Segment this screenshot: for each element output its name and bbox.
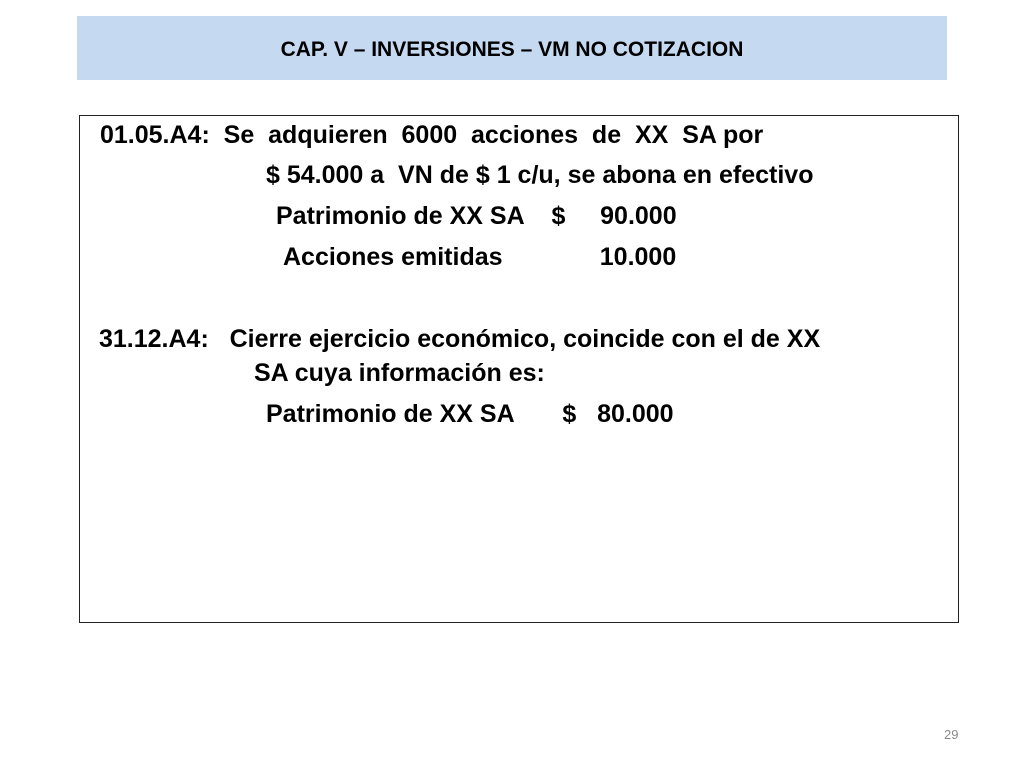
page-number: 29 bbox=[944, 727, 959, 742]
slide-title: CAP. V – INVERSIONES – VM NO COTIZACION bbox=[280, 38, 744, 61]
entry2-line1: 31.12.A4: Cierre ejercicio económico, coincide con el de XX bbox=[99, 325, 821, 353]
entry2-line3: Patrimonio de XX SA $ 80.000 bbox=[266, 400, 674, 428]
entry1-line2: $ 54.000 a VN de $ 1 c/u, se abona en efectivo bbox=[266, 161, 814, 189]
entry2-line2: SA cuya información es: bbox=[254, 359, 545, 387]
entry1-line3: Patrimonio de XX SA $ 90.000 bbox=[276, 202, 677, 230]
entry1-line4: Acciones emitidas 10.000 bbox=[283, 243, 677, 271]
entry1-line1: 01.05.A4: Se adquieren 6000 acciones de XX SA por bbox=[100, 121, 764, 149]
slide-title-bar bbox=[77, 16, 947, 80]
